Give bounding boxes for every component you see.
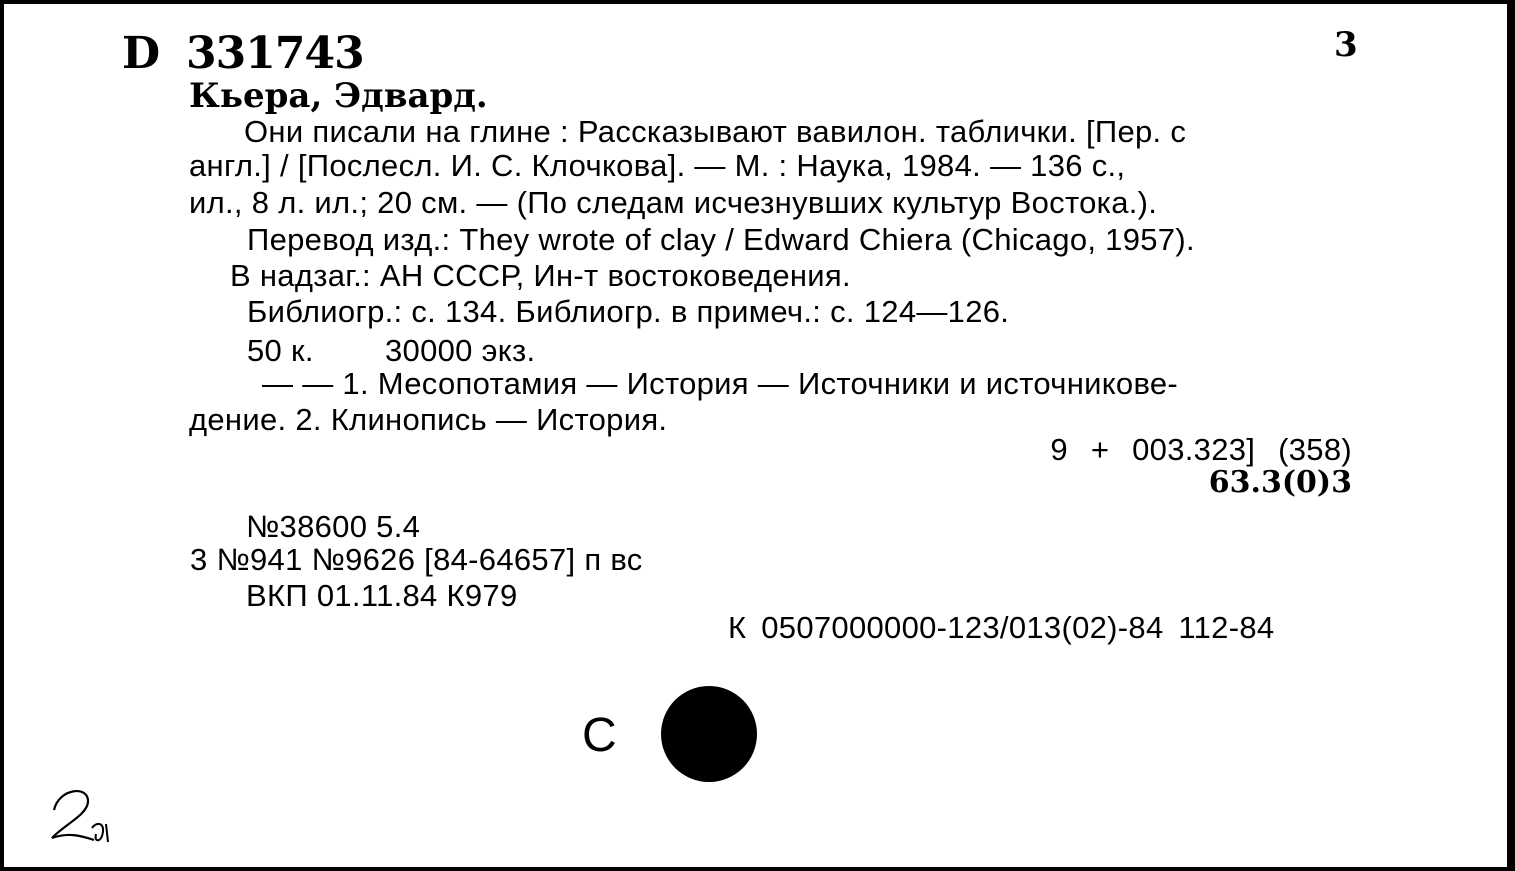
subjects-line-1: — — 1. Месопотамия — История — Источники и источникове-	[262, 366, 1179, 401]
description-line-3: ил., 8 л. ил.; 20 см. — (По следам исчезнувших культур Востока.).	[189, 185, 1158, 220]
bibliography-note: Библиогр.: с. 134. Библиогр. в примеч.: с. 124—126.	[247, 294, 1010, 329]
page-number: 3	[1334, 25, 1358, 65]
catalog-line-3: ВКП 01.11.84 К979	[246, 578, 518, 613]
subjects-line-2: дение. 2. Клинопись — История.	[189, 402, 668, 437]
catalog-line-4: К 0507000000-123/013(02)-84 112-84	[728, 610, 1275, 645]
header-note: В надзаг.: АН СССР, Ин-т востоковедения.	[230, 258, 851, 293]
price: 50 к.	[247, 333, 314, 368]
print-run: 30000 экз.	[385, 333, 536, 368]
udc-index: 9 + 003.323] (358)	[1050, 432, 1352, 467]
card-number: 331743	[186, 28, 364, 79]
handwritten-mark	[44, 780, 124, 850]
description-line-2: англ.] / [Послесл. И. С. Клочкова]. — М. : Наука, 1984. — 136 с.,	[189, 148, 1126, 183]
catalog-line-1: №38600 5.4	[246, 509, 421, 544]
copyright-circle	[661, 686, 757, 782]
copyright-letter: С	[582, 709, 617, 762]
card-prefix: D	[122, 28, 161, 79]
catalog-card	[4, 4, 1507, 867]
bbk-index: 63.3(0)3	[1208, 465, 1352, 500]
description-line-1: Они писали на глине : Рассказывают вавилон. таблички. [Пер. с	[244, 114, 1187, 149]
original-title-note: Перевод изд.: They wrote of clay / Edward Chiera (Chicago, 1957).	[247, 222, 1195, 257]
catalog-line-2: 3 №941 №9626 [84-64657] п вс	[190, 542, 643, 577]
author-heading: Кьера, Эдвард.	[189, 76, 488, 116]
